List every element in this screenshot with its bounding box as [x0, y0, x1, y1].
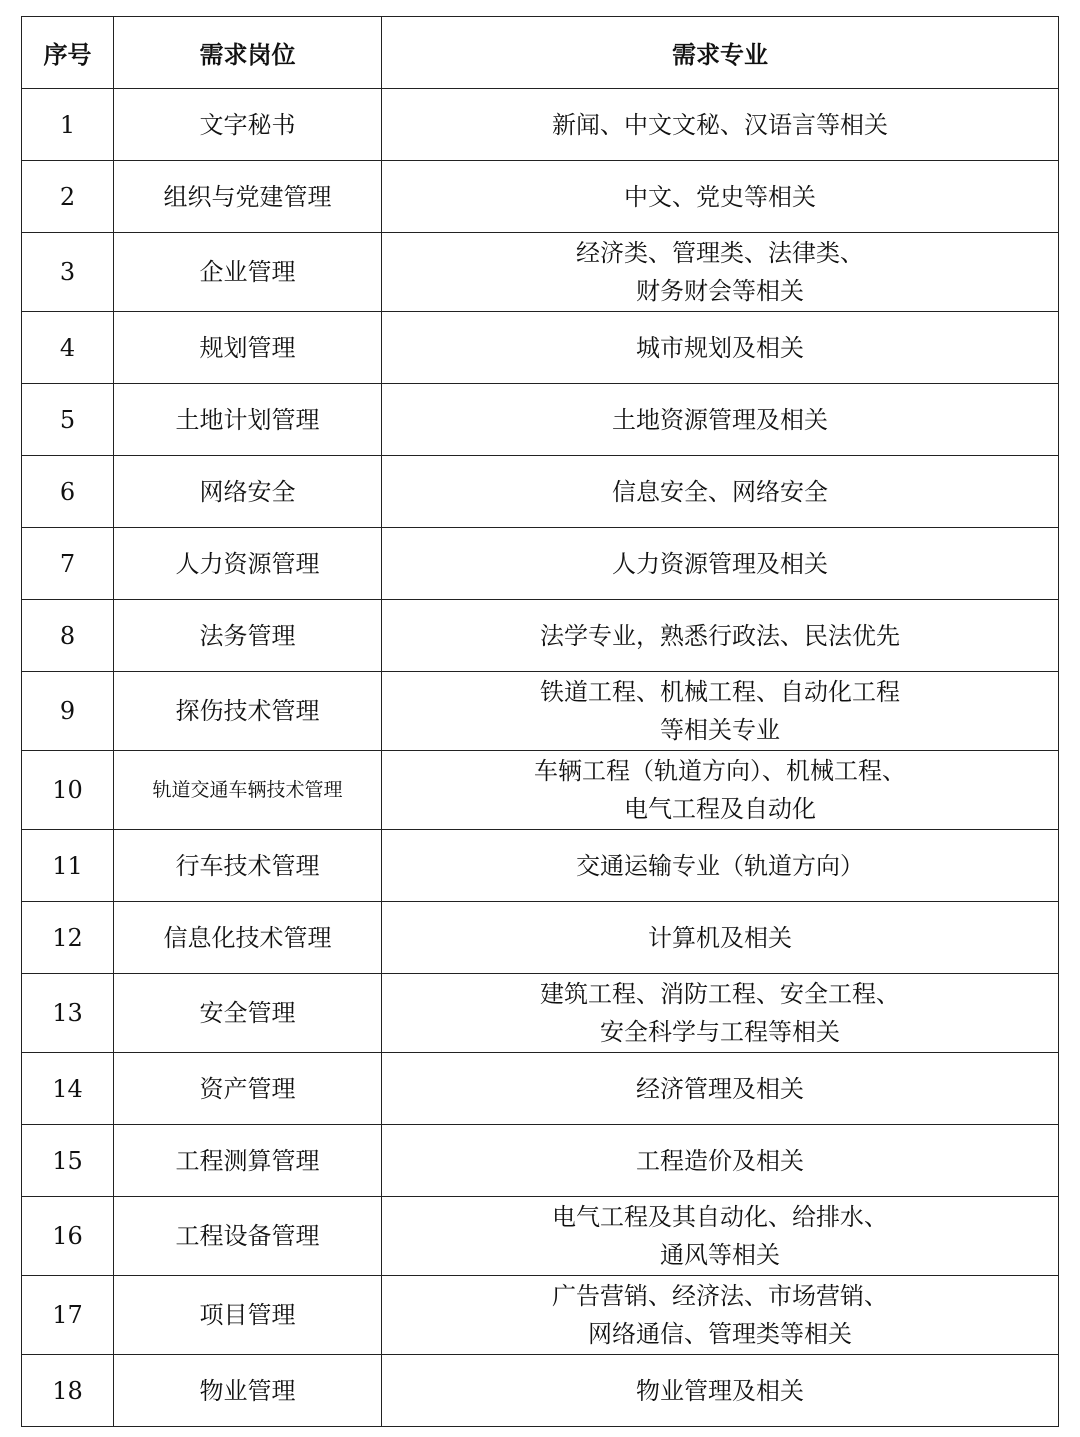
major-line: 城市规划及相关 [636, 333, 804, 362]
serial-number-cell: 8 [22, 600, 114, 672]
major-line: 中文、党史等相关 [624, 182, 816, 211]
major-cell [382, 456, 1059, 528]
position-cell: 法务管理 [114, 600, 382, 672]
position-cell: 组织与党建管理 [114, 161, 382, 233]
major-line: 通风等相关 [660, 1241, 780, 1269]
serial-number-cell: 6 [22, 456, 114, 528]
table-row [22, 1197, 1059, 1276]
table-row [22, 672, 1059, 751]
major-line: 电气工程及自动化 [624, 795, 816, 823]
major-line: 车辆工程（轨道方向）、机械工程、 [534, 757, 906, 785]
major-cell [382, 233, 1059, 312]
major-line: 电气工程及其自动化、给排水、 [552, 1203, 888, 1231]
major-cell [382, 1125, 1059, 1197]
position-cell: 项目管理 [114, 1276, 382, 1355]
major-line: 广告营销、经济法、市场营销、 [552, 1282, 888, 1310]
major-cell [382, 1276, 1059, 1355]
major-cell [382, 312, 1059, 384]
table-row [22, 600, 1059, 672]
major-cell [382, 161, 1059, 233]
table-row [22, 89, 1059, 161]
major-cell [382, 89, 1059, 161]
job-requirements-table [21, 16, 1059, 1427]
position-cell: 土地计划管理 [114, 384, 382, 456]
table-row [22, 161, 1059, 233]
serial-number-cell: 10 [22, 751, 114, 830]
table-row [22, 751, 1059, 830]
major-cell [382, 672, 1059, 751]
position-cell: 规划管理 [114, 312, 382, 384]
major-cell [382, 751, 1059, 830]
serial-number-cell: 3 [22, 233, 114, 312]
major-cell [382, 974, 1059, 1053]
position-cell: 物业管理 [114, 1355, 382, 1427]
position-cell: 工程测算管理 [114, 1125, 382, 1197]
table-row [22, 1276, 1059, 1355]
table-row [22, 1125, 1059, 1197]
position-cell: 探伤技术管理 [114, 672, 382, 751]
table-row [22, 384, 1059, 456]
table-row [22, 233, 1059, 312]
major-line: 交通运输专业（轨道方向） [576, 851, 864, 880]
major-cell [382, 1053, 1059, 1125]
major-line: 安全科学与工程等相关 [600, 1018, 840, 1046]
major-cell [382, 600, 1059, 672]
major-line: 法学专业，熟悉行政法、民法优先 [540, 621, 900, 650]
major-cell [382, 902, 1059, 974]
position-cell: 资产管理 [114, 1053, 382, 1125]
serial-number-cell: 1 [22, 89, 114, 161]
position-cell: 文字秘书 [114, 89, 382, 161]
table-header-row [22, 17, 1059, 89]
table-row [22, 312, 1059, 384]
table-body [22, 89, 1059, 1427]
serial-number-cell: 18 [22, 1355, 114, 1427]
table-row [22, 528, 1059, 600]
position-cell: 企业管理 [114, 233, 382, 312]
serial-number-cell: 2 [22, 161, 114, 233]
major-cell [382, 384, 1059, 456]
major-line: 建筑工程、消防工程、安全工程、 [540, 980, 900, 1008]
major-line: 经济管理及相关 [636, 1074, 804, 1103]
major-line: 财务财会等相关 [636, 277, 804, 305]
major-line: 人力资源管理及相关 [612, 549, 828, 578]
position-cell: 工程设备管理 [114, 1197, 382, 1276]
header-serial-number: 序号 [22, 17, 114, 89]
major-line: 土地资源管理及相关 [612, 405, 828, 434]
serial-number-cell: 13 [22, 974, 114, 1053]
serial-number-cell: 12 [22, 902, 114, 974]
table-row [22, 1053, 1059, 1125]
major-line: 信息安全、网络安全 [612, 477, 828, 506]
serial-number-cell: 11 [22, 830, 114, 902]
position-cell: 行车技术管理 [114, 830, 382, 902]
serial-number-cell: 17 [22, 1276, 114, 1355]
serial-number-cell: 4 [22, 312, 114, 384]
major-line: 经济类、管理类、法律类、 [576, 239, 864, 267]
major-cell [382, 1197, 1059, 1276]
table-row [22, 1355, 1059, 1427]
major-line: 计算机及相关 [648, 923, 792, 952]
position-cell: 信息化技术管理 [114, 902, 382, 974]
table-row [22, 974, 1059, 1053]
major-cell [382, 830, 1059, 902]
serial-number-cell: 16 [22, 1197, 114, 1276]
position-cell: 人力资源管理 [114, 528, 382, 600]
major-line: 物业管理及相关 [636, 1376, 804, 1405]
table-row [22, 456, 1059, 528]
table-row [22, 902, 1059, 974]
major-line: 铁道工程、机械工程、自动化工程 [540, 678, 900, 706]
serial-number-cell: 7 [22, 528, 114, 600]
serial-number-cell: 15 [22, 1125, 114, 1197]
major-line: 新闻、中文文秘、汉语言等相关 [552, 110, 888, 139]
serial-number-cell: 5 [22, 384, 114, 456]
major-line: 工程造价及相关 [636, 1146, 804, 1175]
table-row [22, 830, 1059, 902]
header-position: 需求岗位 [114, 17, 382, 89]
header-major: 需求专业 [382, 17, 1059, 89]
serial-number-cell: 14 [22, 1053, 114, 1125]
position-cell: 安全管理 [114, 974, 382, 1053]
major-cell [382, 1355, 1059, 1427]
position-cell: 轨道交通车辆技术管理 [114, 751, 382, 830]
major-cell [382, 528, 1059, 600]
serial-number-cell: 9 [22, 672, 114, 751]
major-line: 等相关专业 [660, 716, 780, 744]
major-line: 网络通信、管理类等相关 [588, 1320, 852, 1348]
position-cell: 网络安全 [114, 456, 382, 528]
